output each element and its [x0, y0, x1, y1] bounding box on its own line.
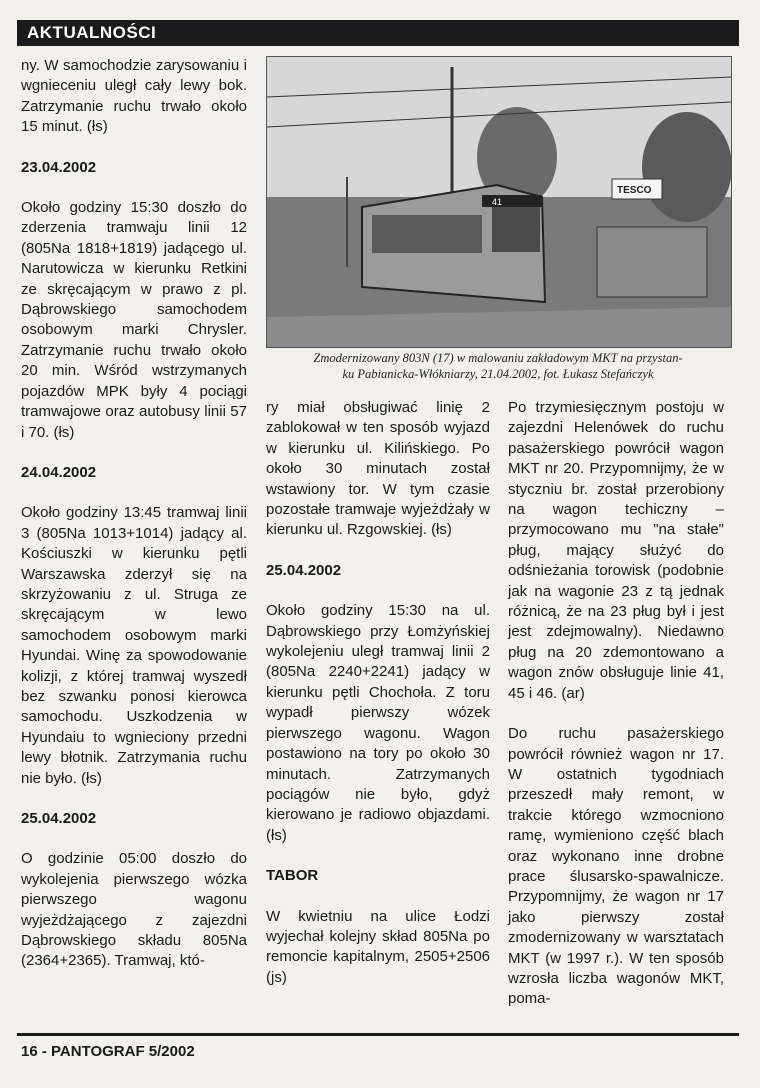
- column-3: [508, 398, 724, 1030]
- paragraph: Do ruchu pasażerskiego powrócił również wagon nr 17. W ostatnich tygodniach przeszedł mały remont, w trakcie którego wzmocniono ramę, wymieniono część blach oraz wykonano inne drobne prace ślusarsko-spawalnicze. Przypomnijmy, że wagon nr 17 jako pierwszy został zmodernizowany w warsztatach MKT (w 1997 r.). W ten sposób wzrosła liczba wagonów MKT, poma-: [508, 725, 724, 1008]
- column-2: [266, 398, 490, 1008]
- date-heading: 23.04.2002: [21, 158, 97, 176]
- shop-sign: TESCO: [617, 185, 652, 196]
- section-label: AKTUALNOŚCI: [17, 20, 739, 46]
- section-heading: TABOR: [266, 867, 319, 885]
- paragraph: Około godziny 15:30 na ul. Dąbrowskiego przy Łomżyńskiej wykolejeniu uległ tramwaj linii 2 (805Na 2240+2241) jadący w kierunku pętli Chochoła. Z toru wypadł pierwszy wózek pierwszego wagonu. Wagon postawiono na tory po około 30 minutach. Zatrzymanych pociągów nie było, gdyż kierowano je radiowo objazdami. (łs): [266, 602, 490, 844]
- paragraph: Po trzymiesięcznym postoju w zajezdni Helenówek do ruchu pasażerskiego powrócił wagon MKT nr 20. Przypomnijmy, że w styczniu br. został przerobiony na wagon techiczny – przymocowano mu "na stałe" pług, mający służyć do odśnieżania torowisk (podobnie jak na wagonie 23 z tą jednak różnicą, że na 23 pług był i jest jest zdejmowalny). Niedawno pług na 20 zdemontowano a wagon znów obsługuje linie 41, 45 i 46. (ar): [508, 399, 724, 702]
- footer-rule: [17, 1033, 739, 1036]
- paragraph: O godzinie 05:00 doszło do wykolejenia pierwszego wózka pierwszego wagonu wyjeżdżającego z zajezdni Dąbrowskiego składu 805Na (2364+2365). Tramwaj, któ-: [21, 850, 247, 970]
- tram-photo-illustration: [267, 57, 731, 347]
- date-heading: 25.04.2002: [21, 810, 97, 827]
- paragraph: ry miał obsługiwać linię 2 zablokował w ten sposób wyjazd w kierunku ul. Kilińskiego. Po około 30 minutach został wstawiony tor. W tym czasie pozostałe tramwaje wyjeżdżały w kierunku ul. Rzgowskiej. (łs): [266, 399, 490, 539]
- tram-photo: [266, 56, 732, 348]
- photo-caption: [266, 350, 730, 382]
- paragraph: Około godziny 15:30 doszło do zderzenia tramwaju linii 12 (805Na 1818+1819) jadącego ul. Narutowicza w kierunku Retkini ze skręcającym w prawo z pl. Dąbrowskiego samochodem osobowym marki Chrysler. Zatrzymanie ruchu trwało około 20 min. Wśród wstrzymanych pojazdów MPK były 4 pociągi tramwajowe oraz autobusy linii 57 i 70. (łs): [21, 199, 247, 441]
- caption-line: ku Pabianicka-Włókniarzy, 21.04.2002, fot. Łukasz Stefańczyk: [342, 367, 654, 381]
- paragraph: W kwietniu na ulice Łodzi wyjechał kolejny skład 805Na po remoncie kapitalnym, 2505+2506 (js): [266, 907, 490, 986]
- paragraph: Około godziny 13:45 tramwaj linii 3 (805Na 1013+1014) jadący al. Kościuszki w kierunku pętli Warszawska zderzył się na skrzyżowaniu z ul. Struga ze skręcającym w lewo samochodem osobowym marki Hyundai. Winę za spowodowanie kolizji, z której tramwaj wyszedł bez szwanku ponosi kierowca samochodu. Uszkodzenia w Hyundaiu to wgnieciony przedni lewy błotnik. Zatrzymania ruchu nie było. (łs): [21, 504, 247, 787]
- date-heading: 24.04.2002: [21, 463, 97, 481]
- page-footer: 16 - PANTOGRAF 5/2002: [21, 1043, 195, 1060]
- column-1: [21, 56, 247, 992]
- caption-line: Zmodernizowany 803N (17) w malowaniu zakładowym MKT na przystan-: [313, 351, 683, 365]
- paragraph: ny. W samochodzie zarysowaniu i wgnieceniu uległ cały lewy bok. Zatrzymanie ruchu trwało około 15 minut. (łs): [21, 57, 247, 136]
- date-heading: 25.04.2002: [266, 561, 342, 579]
- tram-sign: 41: [492, 197, 503, 207]
